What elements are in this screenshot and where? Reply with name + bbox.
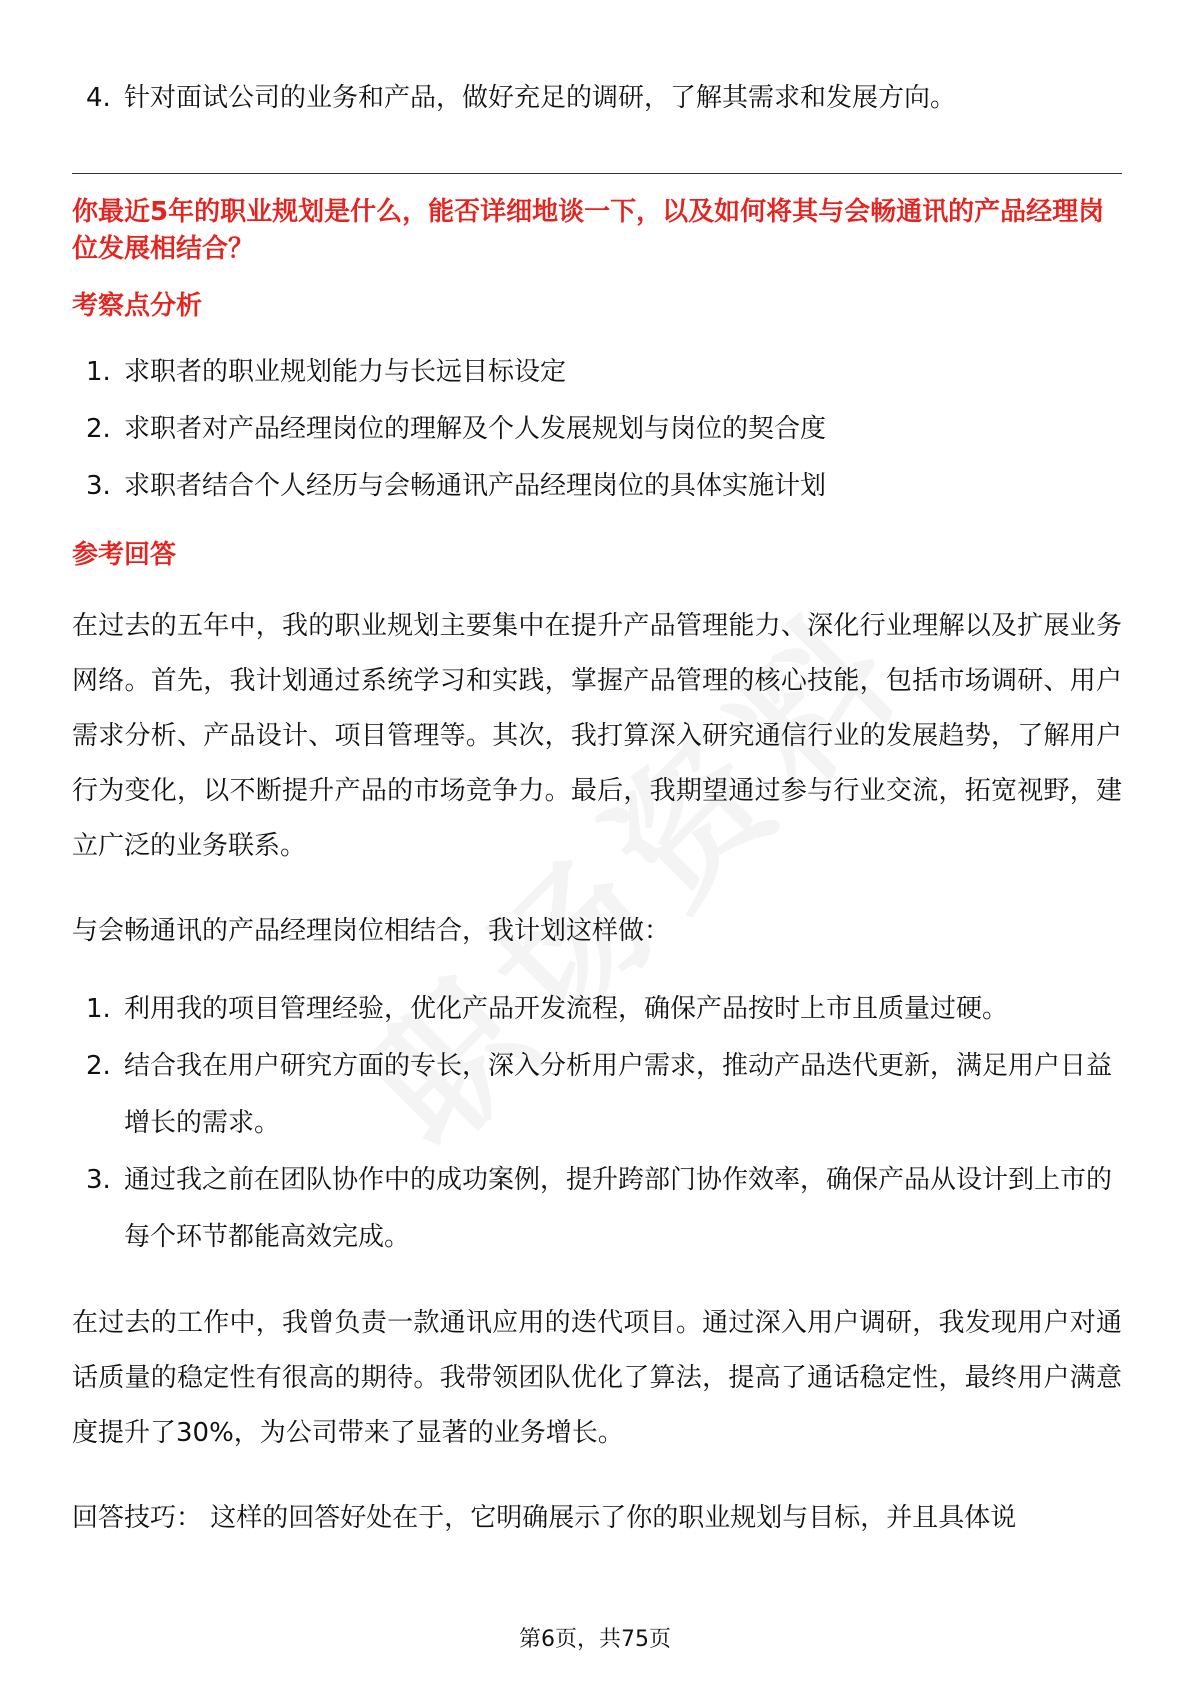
list-number: 1. xyxy=(86,357,111,387)
list-text: 求职者的职业规划能力与长远目标设定 xyxy=(124,357,567,387)
section-divider xyxy=(72,173,1122,174)
answer-paragraph: 与会畅通讯的产品经理岗位相结合，我计划这样做： xyxy=(72,916,671,946)
list-number: 4. xyxy=(86,83,111,113)
list-number: 3. xyxy=(86,471,111,501)
analysis-title: 考察点分析 xyxy=(72,291,203,321)
list-number: 3. xyxy=(86,1165,111,1195)
list-text: 针对面试公司的业务和产品，做好充足的调研，了解其需求和发展方向。 xyxy=(124,83,957,113)
list-text: 利用我的项目管理经验，优化产品开发流程，确保产品按时上市且质量过硬。 xyxy=(124,994,1009,1024)
list-item xyxy=(72,70,1122,127)
list-text: 求职者对产品经理岗位的理解及个人发展规划与岗位的契合度 xyxy=(124,414,827,444)
list-item xyxy=(72,458,1122,515)
page-content xyxy=(72,70,1122,1546)
analysis-list xyxy=(72,344,1122,515)
list-number: 2. xyxy=(86,1051,111,1081)
list-text: 结合我在用户研究方面的专长，深入分析用户需求，推动产品迭代更新，满足用户日益增长的需求。 xyxy=(124,1051,1113,1138)
answer-paragraph: 在过去的五年中，我的职业规划主要集中在提升产品管理能力、深化行业理解以及扩展业务网络。首先，我计划通过系统学习和实践，掌握产品管理的核心技能，包括市场调研、用户需求分析、产品设计、项目管理等。其次，我打算深入研究通信行业的发展趋势，了解用户行为变化，以不断提升产品的市场竞争力。最后，我期望通过参与行业交流，拓宽视野，建立广泛的业务联系。 xyxy=(72,611,1122,861)
answer-title: 参考回答 xyxy=(72,540,177,570)
answer-tips: 回答技巧： 这样的回答好处在于，它明确展示了你的职业规划与目标，并且具体说 xyxy=(72,1503,1017,1533)
list-item xyxy=(72,401,1122,458)
list-text: 通过我之前在团队协作中的成功案例，提升跨部门协作效率，确保产品从设计到上市的每个环节都能高效完成。 xyxy=(124,1165,1113,1252)
plan-list xyxy=(72,981,1122,1266)
list-item xyxy=(72,1152,1122,1266)
list-item xyxy=(72,344,1122,401)
list-number: 1. xyxy=(86,994,111,1024)
list-number: 2. xyxy=(86,414,111,444)
list-item xyxy=(72,981,1122,1038)
question-heading: 你最近5年的职业规划是什么，能否详细地谈一下，以及如何将其与会畅通讯的产品经理岗位发展相结合？ xyxy=(72,197,1105,264)
answer-paragraph: 在过去的工作中，我曾负责一款通讯应用的迭代项目。通过深入用户调研，我发现用户对通话质量的稳定性有很高的期待。我带领团队优化了算法，提高了通话稳定性，最终用户满意度提升了30%，为公司带来了显著的业务增长。 xyxy=(72,1308,1122,1448)
page-footer: 第6页，共75页 xyxy=(519,1627,671,1652)
list-text: 求职者结合个人经历与会畅通讯产品经理岗位的具体实施计划 xyxy=(124,471,827,501)
list-item xyxy=(72,1038,1122,1152)
